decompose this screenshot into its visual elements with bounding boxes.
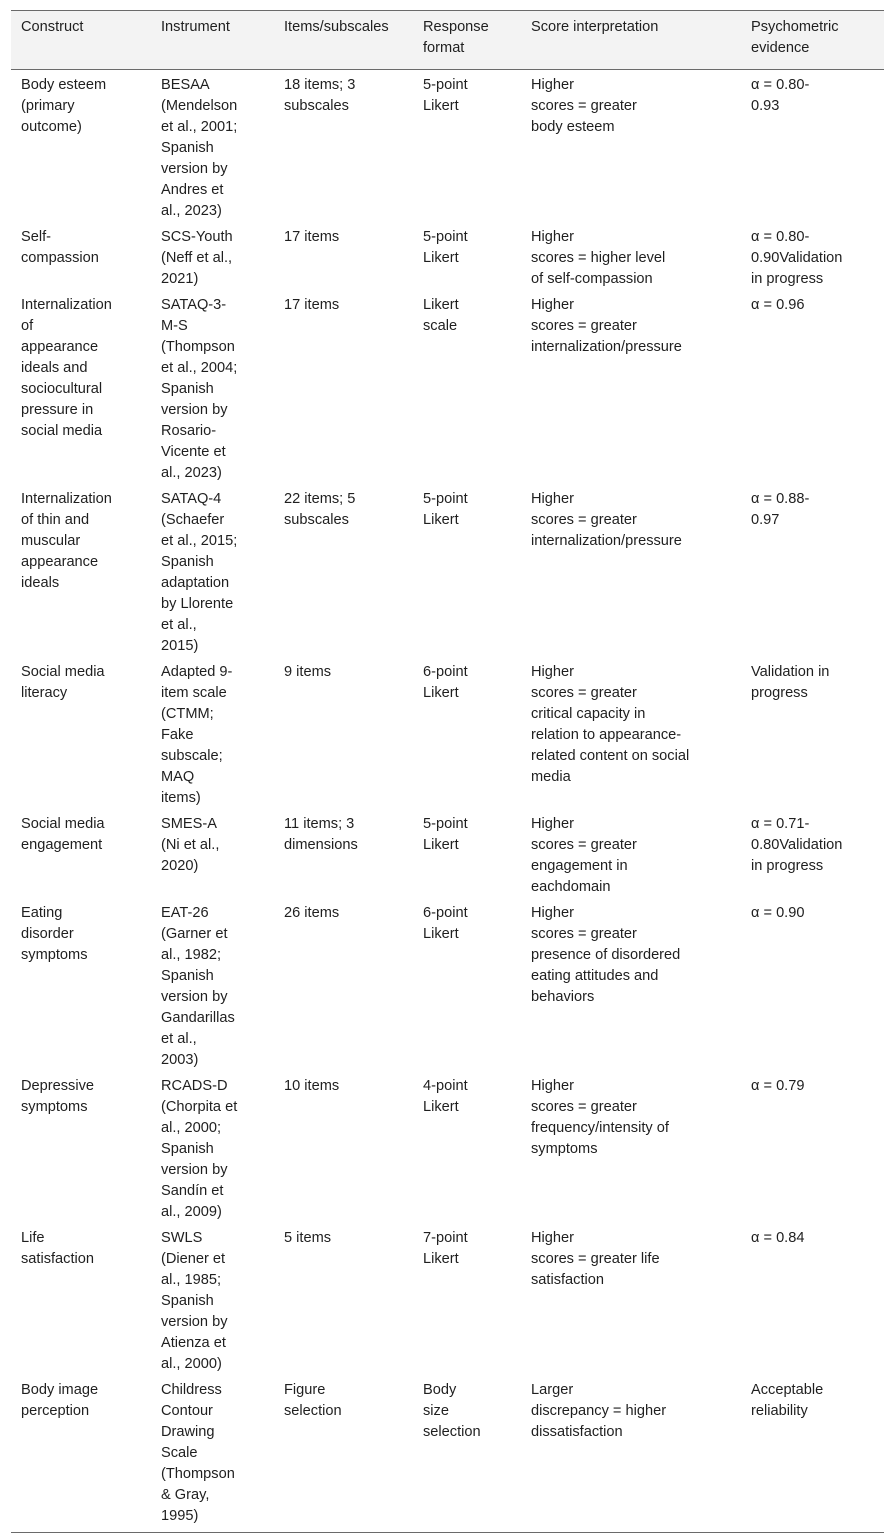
format-cell: 5-point Likert: [423, 229, 468, 266]
items-cell: Figure selection: [274, 1375, 413, 1533]
instrument-cell: Adapted 9- item scale (CTMM; Fake subscale; MAQ items): [161, 664, 233, 806]
interpretation-cell: Higher scores = greater engagement in eachdomain: [531, 816, 637, 895]
header-response-format: Response format: [413, 11, 521, 70]
instrument-cell: BESAA (Mendelson et al., 2001; Spanish version by Andres et al., 2023): [161, 77, 238, 219]
interpretation-cell: Higher scores = greater critical capacity in relation to appearance- related content on social media: [531, 664, 690, 785]
construct-cell: Social media engagement: [21, 816, 105, 853]
construct-cell: Depressive symptoms: [21, 1078, 94, 1115]
format-cell: 5-point Likert: [423, 816, 468, 853]
format-cell: 5-point Likert: [423, 491, 468, 528]
table-row: [11, 1071, 884, 1223]
instrument-cell: Childress Contour Drawing Scale (Thompson & Gray, 1995): [151, 1375, 274, 1533]
instrument-cell: SWLS (Diener et al., 1985; Spanish version by Atienza et al., 2000): [161, 1230, 228, 1372]
measures-table: [11, 10, 884, 1533]
items-cell: 22 items; 5 subscales: [284, 491, 356, 528]
instrument-cell: SATAQ-3- M-S (Thompson et al., 2004; Spanish version by Rosario- Vicente et al., 2023): [161, 297, 238, 481]
instrument-cell: SCS-Youth (Neff et al., 2021): [161, 229, 233, 287]
table-header-row: [11, 11, 884, 70]
interpretation-cell: Higher scores = higher level of self-compassion: [531, 229, 666, 287]
table-row: [11, 657, 884, 809]
items-cell: 11 items; 3 dimensions: [284, 816, 358, 853]
evidence-cell: Validation in progress: [751, 664, 830, 701]
items-cell: 17 items: [284, 229, 340, 245]
table-row: [11, 898, 884, 1071]
header-instrument: Instrument: [151, 11, 274, 70]
construct-cell: Self- compassion: [21, 229, 99, 266]
evidence-cell: α = 0.80- 0.90Validation in progress: [751, 229, 843, 287]
format-cell: 7-point Likert: [423, 1230, 468, 1267]
interpretation-cell: Higher scores = greater life satisfaction: [531, 1230, 660, 1288]
items-cell: 9 items: [284, 664, 332, 680]
format-cell: 5-point Likert: [423, 77, 468, 114]
evidence-cell: α = 0.80- 0.93: [751, 77, 810, 114]
header-psychometric-evidence: Psychometric evidence: [741, 11, 884, 70]
table-row: [11, 1375, 884, 1533]
table-row: [11, 484, 884, 657]
format-cell: Body size selection: [413, 1375, 521, 1533]
items-cell: 18 items; 3 subscales: [284, 77, 356, 114]
evidence-cell: α = 0.88- 0.97: [751, 491, 810, 528]
interpretation-cell: Larger discrepancy = higher dissatisfaction: [521, 1375, 741, 1533]
interpretation-cell: Higher scores = greater internalization/pressure: [531, 491, 682, 549]
construct-cell: Body image perception: [11, 1375, 151, 1533]
header-construct: Construct: [11, 11, 151, 70]
evidence-cell: α = 0.96: [751, 297, 805, 313]
table-row: [11, 1223, 884, 1375]
header-items-subscales: Items/subscales: [274, 11, 413, 70]
table-row: [11, 809, 884, 898]
construct-cell: Life satisfaction: [21, 1230, 95, 1267]
table-row: [11, 70, 884, 223]
construct-cell: Internalization of appearance ideals and sociocultural pressure in social media: [21, 297, 112, 439]
construct-cell: Social media literacy: [21, 664, 105, 701]
items-cell: 26 items: [284, 905, 340, 921]
measures-table-container: [11, 10, 884, 1533]
instrument-cell: SATAQ-4 (Schaefer et al., 2015; Spanish adaptation by Llorente et al., 2015): [161, 491, 238, 654]
evidence-cell: α = 0.79: [751, 1078, 805, 1094]
evidence-cell: α = 0.90: [751, 905, 805, 921]
items-cell: 5 items: [284, 1230, 332, 1246]
items-cell: 17 items: [284, 297, 340, 313]
interpretation-cell: Higher scores = greater presence of disordered eating attitudes and behaviors: [531, 905, 681, 1005]
format-cell: Likert scale: [423, 297, 459, 334]
items-cell: 10 items: [284, 1078, 340, 1094]
interpretation-cell: Higher scores = greater internalization/pressure: [531, 297, 682, 355]
construct-cell: Internalization of thin and muscular appearance ideals: [21, 491, 112, 591]
header-score-interpretation: Score interpretation: [521, 11, 741, 70]
construct-cell: Body esteem (primary outcome): [21, 77, 107, 135]
table-row: [11, 222, 884, 290]
evidence-cell: α = 0.84: [751, 1230, 805, 1246]
table-row: [11, 290, 884, 484]
format-cell: 6-point Likert: [423, 905, 468, 942]
evidence-cell: α = 0.71- 0.80Validation in progress: [751, 816, 843, 874]
format-cell: 4-point Likert: [423, 1078, 468, 1115]
interpretation-cell: Higher scores = greater body esteem: [531, 77, 637, 135]
interpretation-cell: Higher scores = greater frequency/intensity of symptoms: [531, 1078, 669, 1157]
instrument-cell: EAT-26 (Garner et al., 1982; Spanish version by Gandarillas et al., 2003): [161, 905, 235, 1068]
format-cell: 6-point Likert: [423, 664, 468, 701]
instrument-cell: SMES-A (Ni et al., 2020): [161, 816, 220, 874]
construct-cell: Eating disorder symptoms: [21, 905, 88, 963]
instrument-cell: RCADS-D (Chorpita et al., 2000; Spanish version by Sandín et al., 2009): [161, 1078, 238, 1220]
evidence-cell: Acceptable reliability: [741, 1375, 884, 1533]
